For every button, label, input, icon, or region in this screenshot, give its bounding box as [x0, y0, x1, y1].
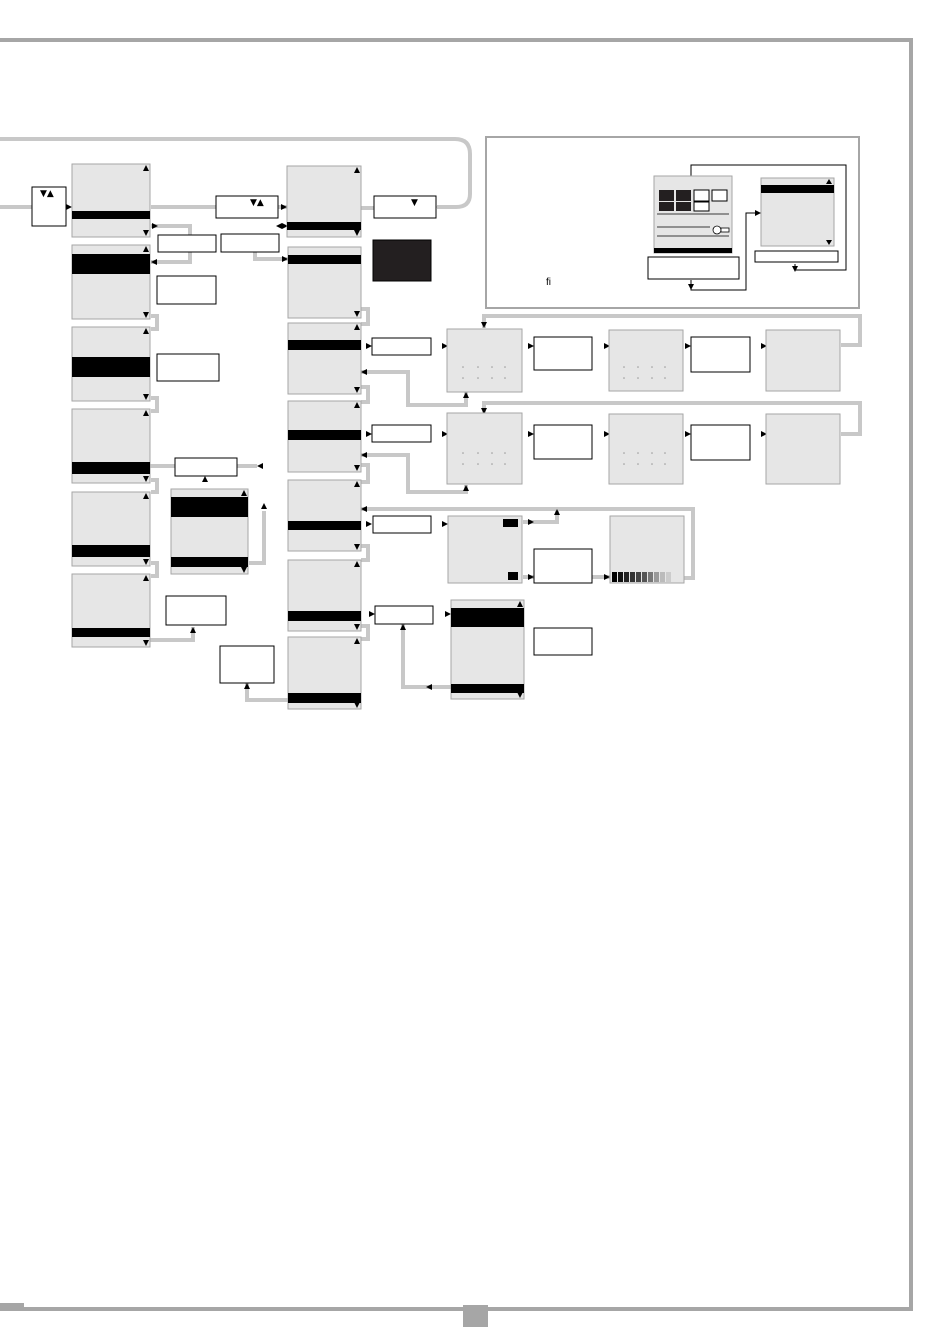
legend-fi-text: fi — [546, 277, 551, 288]
key-box-q — [534, 628, 592, 655]
key-box-k — [375, 606, 433, 624]
key-box-m — [691, 337, 750, 372]
page-number-tab — [463, 1305, 488, 1327]
key-box-o — [691, 425, 750, 460]
key-box-c — [157, 276, 216, 304]
key-box-d — [157, 354, 219, 381]
key-box-nav-updown — [216, 196, 278, 218]
key-box-e — [175, 458, 237, 476]
key-box-g — [220, 646, 274, 683]
key-box-b — [221, 234, 279, 252]
key-box-nav-down — [374, 196, 436, 218]
nav-updown-label-start: ▼▲ — [40, 189, 54, 199]
nav-updown-label: ▼▲ — [250, 198, 264, 208]
nav-down-label: ▼ — [411, 198, 418, 208]
legend-panel — [486, 137, 859, 308]
key-box-n — [534, 425, 592, 459]
key-box-p — [534, 549, 592, 583]
key-box-a — [158, 235, 216, 252]
key-box-j — [373, 516, 431, 533]
key-box-f — [166, 596, 226, 625]
legend-main-screen — [654, 176, 732, 253]
key-box-h — [372, 338, 431, 355]
footer-mark-left — [0, 1303, 24, 1309]
key-box-l — [534, 337, 592, 370]
key-box-i — [372, 425, 431, 442]
dark-screen — [373, 240, 431, 281]
screens-right — [447, 329, 840, 699]
